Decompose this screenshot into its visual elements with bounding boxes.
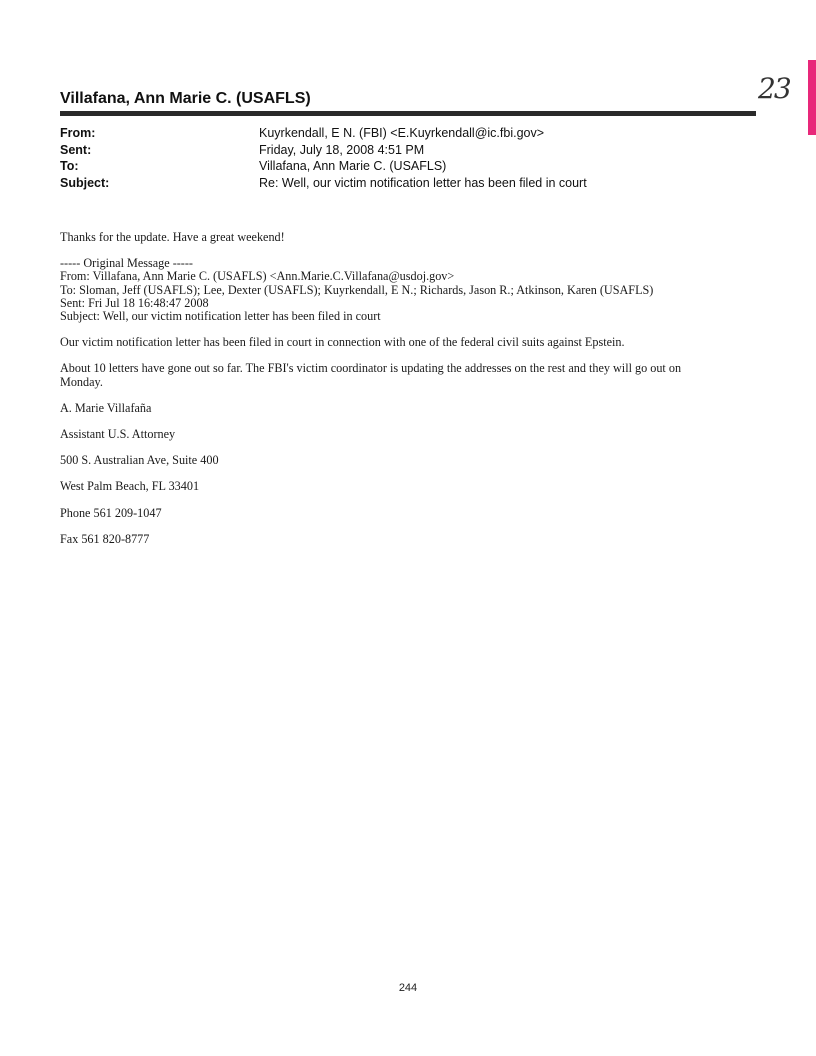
original-to: To: Sloman, Jeff (USAFLS); Lee, Dexter (USAFLS); Kuyrkendall, E N.; Richards, Jason R.; Atkinson, Karen (USAFLS) [60,282,654,297]
original-from: From: Villafana, Ann Marie C. (USAFLS) <Ann.Marie.C.Villafana@usdoj.gov> [60,269,455,284]
mailbox-owner-name: Villafana, Ann Marie C. (USAFLS) [60,90,311,107]
signature-name: A. Marie Villafaña [60,400,152,415]
subject-label: Subject: [60,175,110,190]
from-label: From: [60,126,96,140]
body-paragraph-2-line-2: Monday. [60,374,103,389]
sent-value: Friday, July 18, 2008 4:51 PM [259,142,425,157]
body-paragraph-1: Our victim notification letter has been filed in court in connection with one of the federal civil suits against Epstein. [60,335,625,350]
pink-tab-marker [808,60,816,135]
header-divider [60,111,756,116]
meta-row-subject [60,175,587,192]
to-value: Villafana, Ann Marie C. (USAFLS) [259,159,447,173]
signature-city: West Palm Beach, FL 33401 [60,479,200,494]
body-paragraph-2-line-1: About 10 letters have gone out so far. The FBI's victim coordinator is updating the addresses on the rest and they will go out on [60,361,682,376]
email-body [60,231,760,546]
reply-text: Thanks for the update. Have a great weekend! [60,230,285,244]
sent-label: Sent: [60,142,92,157]
to-label: To: [60,159,79,173]
from-value: Kuyrkendall, E N. (FBI) <E.Kuyrkendall@ic.fbi.gov> [259,126,545,140]
email-meta-table [60,125,587,191]
original-subject: Subject: Well, our victim notification letter has been filed in court [60,309,381,324]
subject-value: Re: Well, our victim notification letter has been filed in court [259,175,587,190]
signature-address: 500 S. Australian Ave, Suite 400 [60,453,219,468]
meta-row-from [60,125,587,142]
meta-row-to [60,158,587,175]
signature-phone: Phone 561 209-1047 [60,505,162,520]
meta-row-sent [60,142,587,159]
original-message-header: ----- Original Message ----- [60,256,193,271]
signature-title: Assistant U.S. Attorney [60,427,176,442]
page-number: 244 [398,982,418,994]
original-sent: Sent: Fri Jul 18 16:48:47 2008 [60,295,209,310]
handwritten-exhibit-number: 23 [758,72,790,105]
signature-fax: Fax 561 820-8777 [60,531,150,546]
